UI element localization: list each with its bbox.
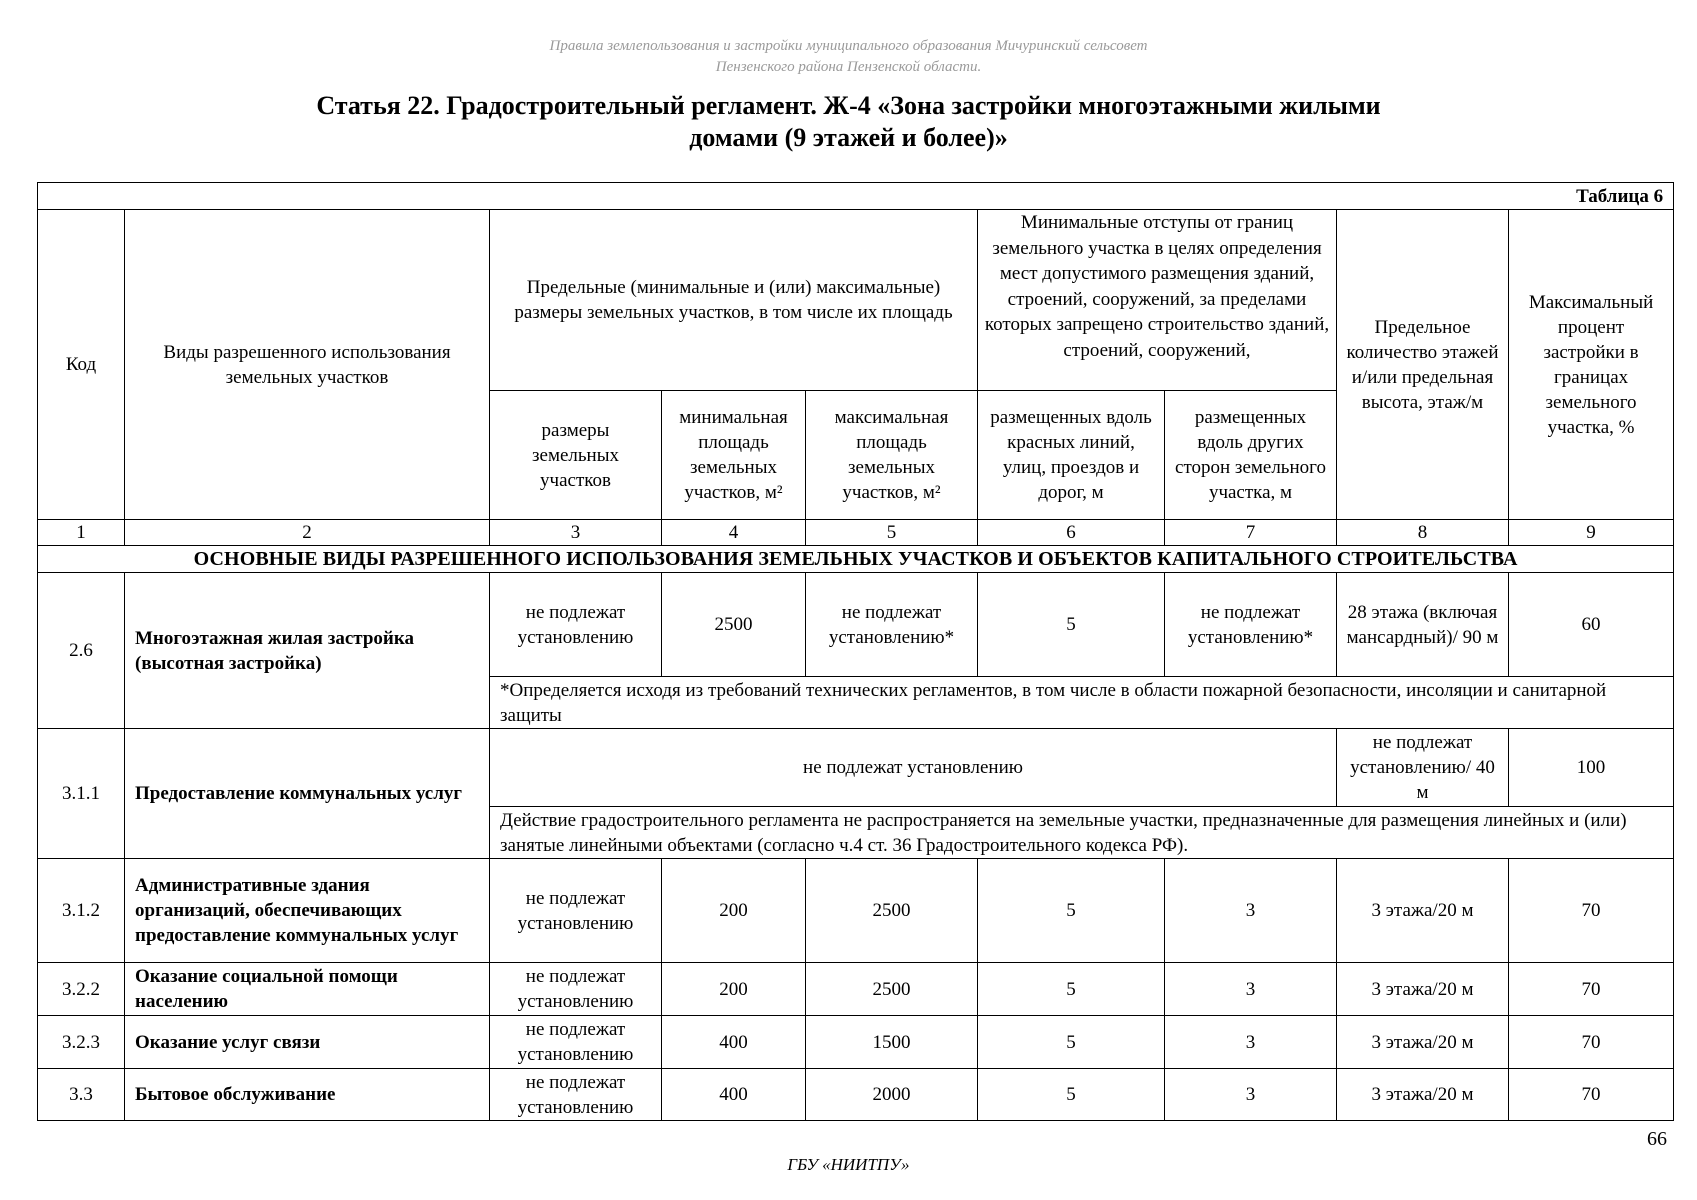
row-floors: 28 этажа (включая мансардный)/ 90 м <box>1337 573 1509 677</box>
row-min-area: 200 <box>662 963 806 1016</box>
table-name: Таблица 6 <box>38 183 1674 210</box>
row-note: *Определяется исходя из требований технических регламентов, в том числе в области пожарной безопасности, инсоляции и санитарной защиты <box>490 677 1674 729</box>
row-name: Многоэтажная жилая застройка (высотная застройка) <box>125 573 490 729</box>
row-min-area: 200 <box>662 859 806 963</box>
row-plot-sizes: не подлежат установлению <box>490 573 662 677</box>
row-name: Бытовое обслуживание <box>125 1069 490 1121</box>
table-row <box>38 859 1674 963</box>
row-setback-red: 5 <box>978 1069 1165 1121</box>
row-setback-other: 3 <box>1165 1016 1337 1069</box>
col-number: 8 <box>1337 520 1509 546</box>
row-setback-other: 3 <box>1165 963 1337 1016</box>
row-plot-sizes: не подлежат установлению <box>490 859 662 963</box>
row-code: 3.1.1 <box>38 729 125 859</box>
row-name: Оказание социальной помощи населению <box>125 963 490 1016</box>
row-floors: 3 этажа/20 м <box>1337 1069 1509 1121</box>
row-floors: 3 этажа/20 м <box>1337 859 1509 963</box>
row-setback-other: 3 <box>1165 1069 1337 1121</box>
page-footer: ГБУ «НИИТПУ» <box>787 1155 910 1174</box>
row-name: Предоставление коммунальных услуг <box>125 729 490 859</box>
header-min-area: минимальная площадь земельных участков, м² <box>662 391 806 520</box>
header-setback-other: размещенных вдоль других сторон земельного участка, м <box>1165 391 1337 520</box>
row-floors: 3 этажа/20 м <box>1337 963 1509 1016</box>
row-coverage: 70 <box>1509 963 1674 1016</box>
row-plot-sizes: не подлежат установлению <box>490 1069 662 1121</box>
header-plot-limits: Предельные (минимальные и (или) максимальные) размеры земельных участков, в том числе их площадь <box>490 210 978 391</box>
row-name: Оказание услуг связи <box>125 1016 490 1069</box>
row-floors: 3 этажа/20 м <box>1337 1016 1509 1069</box>
row-code: 3.2.2 <box>38 963 125 1016</box>
row-code: 3.3 <box>38 1069 125 1121</box>
col-number: 7 <box>1165 520 1337 546</box>
row-floors: не подлежат установлению/ 40 м <box>1337 729 1509 807</box>
article-title-line-2: домами (9 этажей и более)» <box>689 123 1008 152</box>
table-row <box>38 1069 1674 1121</box>
header-max-area: максимальная площадь земельных участков, м² <box>806 391 978 520</box>
col-number: 6 <box>978 520 1165 546</box>
page-number: 66 <box>1647 1128 1667 1150</box>
row-max-area: 2000 <box>806 1069 978 1121</box>
running-header-line-2: Пензенского района Пензенской области. <box>715 59 982 75</box>
row-coverage: 70 <box>1509 1016 1674 1069</box>
regulation-table <box>37 182 1674 1121</box>
table-row <box>38 573 1674 677</box>
row-coverage: 100 <box>1509 729 1674 807</box>
header-setbacks: Минимальные отступы от границ земельного участка в целях определения мест допустимого размещения зданий, строений, сооружений, за пределами которых запрещено строительство зданий, строений, сооружений, <box>978 210 1337 391</box>
row-min-area: 2500 <box>662 573 806 677</box>
table-row <box>38 963 1674 1016</box>
row-code: 3.1.2 <box>38 859 125 963</box>
row-merged-limits: не подлежат установлению <box>490 729 1337 807</box>
row-max-area: 1500 <box>806 1016 978 1069</box>
row-setback-red: 5 <box>978 573 1165 677</box>
row-max-area: не подлежат установлению* <box>806 573 978 677</box>
article-title <box>0 90 1697 154</box>
row-setback-other: не подлежат установлению* <box>1165 573 1337 677</box>
row-coverage: 60 <box>1509 573 1674 677</box>
running-header-line-1: Правила землепользования и застройки муниципального образования Мичуринский сельсовет <box>549 38 1148 54</box>
header-coverage: Максимальный процент застройки в границах земельного участка, % <box>1509 210 1674 520</box>
header-floors: Предельное количество этажей и/или предельная высота, этаж/м <box>1337 210 1509 520</box>
table-row <box>38 1016 1674 1069</box>
row-setback-other: 3 <box>1165 859 1337 963</box>
row-code: 3.2.3 <box>38 1016 125 1069</box>
article-title-line-1: Статья 22. Градостроительный регламент. Ж-4 «Зона застройки многоэтажными жилыми <box>316 91 1381 120</box>
row-name: Административные здания организаций, обеспечивающих предоставление коммунальных услуг <box>125 859 490 963</box>
header-setback-red: размещенных вдоль красных линий, улиц, проездов и дорог, м <box>978 391 1165 520</box>
col-number: 5 <box>806 520 978 546</box>
row-setback-red: 5 <box>978 859 1165 963</box>
row-setback-red: 5 <box>978 1016 1165 1069</box>
header-use-types: Виды разрешенного использования земельных участков <box>125 210 490 520</box>
col-number: 3 <box>490 520 662 546</box>
row-min-area: 400 <box>662 1069 806 1121</box>
row-setback-red: 5 <box>978 963 1165 1016</box>
row-max-area: 2500 <box>806 963 978 1016</box>
col-number: 9 <box>1509 520 1674 546</box>
row-min-area: 400 <box>662 1016 806 1069</box>
col-number: 2 <box>125 520 490 546</box>
row-code: 2.6 <box>38 573 125 729</box>
section-title: ОСНОВНЫЕ ВИДЫ РАЗРЕШЕННОГО ИСПОЛЬЗОВАНИЯ ЗЕМЕЛЬНЫХ УЧАСТКОВ И ОБЪЕКТОВ КАПИТАЛЬНОГО СТРОИТЕЛЬСТВА <box>38 546 1674 573</box>
table-row <box>38 729 1674 807</box>
col-number: 1 <box>38 520 125 546</box>
row-plot-sizes: не подлежат установлению <box>490 963 662 1016</box>
col-number: 4 <box>662 520 806 546</box>
row-coverage: 70 <box>1509 1069 1674 1121</box>
row-note: Действие градостроительного регламента не распространяется на земельные участки, предназначенные для размещения линейных и (или) занятые линейными объектами (согласно ч.4 ст. 36 Градостроительного кодекса РФ). <box>490 807 1674 859</box>
row-plot-sizes: не подлежат установлению <box>490 1016 662 1069</box>
header-code: Код <box>38 210 125 520</box>
header-plot-sizes: размеры земельных участков <box>490 391 662 520</box>
row-max-area: 2500 <box>806 859 978 963</box>
row-coverage: 70 <box>1509 859 1674 963</box>
